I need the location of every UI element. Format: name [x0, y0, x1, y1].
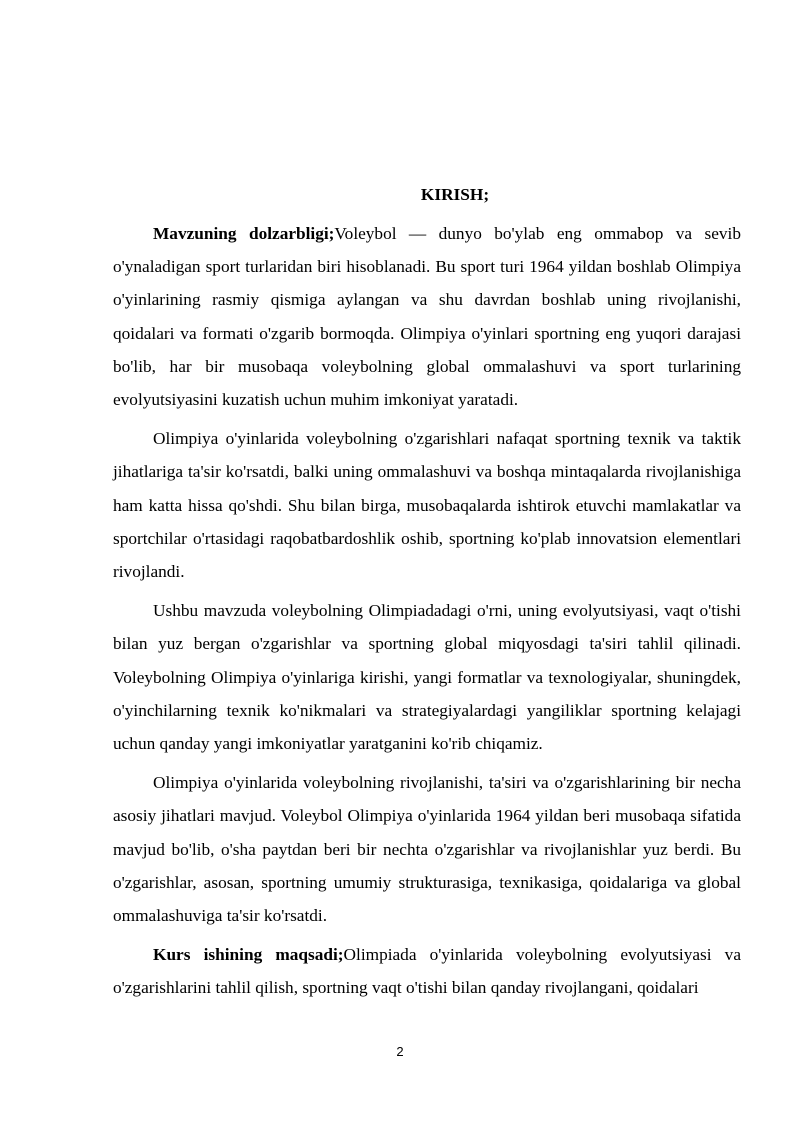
paragraph-goal: [113, 938, 741, 1004]
page-content: [113, 178, 741, 1005]
paragraph-text: Olimpiya o'yinlarida voleybolning o'zgarishlari nafaqat sportning texnik va taktik jihatlariga ta'sir ko'rsatdi, balki uning ommalashuvi va boshqa mintaqalarda rivojlanishiga ham katta hissa qo'shdi. Shu bilan birga, musobaqalarda ishtirok etuvchi mamlakatlar va sportchilar o'rtasidagi raqobatbardoshlik oshib, sportning ko'plab innovatsion elementlari rivojlandi.: [113, 429, 741, 582]
paragraph-text: Ushbu mavzuda voleybolning Olimpiadadagi o'rni, uning evolyutsiyasi, vaqt o'tishi bilan yuz bergan o'zgarishlar va sportning global miqyosdagi ta'siri tahlil qilinadi. Voleybolning Olimpiya o'yinlariga kirishi, yangi formatlar va texnologiyalar, shuningdek, o'yinchilarning texnik ko'nikmalari va strategiyalardagi yangiliklar sportning kelajagi uchun qanday yangi imkoniyatlar yaratganini ko'rib chiqamiz.: [113, 601, 741, 754]
paragraph-text: Olimpiada o'yinlarida voleybolning evolyutsiyasi va o'zgarishlarini tahlil qilish, sportning vaqt o'tishi bilan qanday rivojlangani, qoidalari: [113, 945, 741, 998]
section-heading: KIRISH;: [420, 185, 490, 204]
paragraph-lead: Mavzuning dolzarbligi;: [153, 224, 335, 243]
paragraph-text: Olimpiya o'yinlarida voleybolning rivojlanishi, ta'siri va o'zgarishlarining bir necha asosiy jihatlari mavjud. Voleybol Olimpiya o'yinlarida 1964 yildan beri musobaqa sifatida mavjud bo'lib, o'sha paytdan beri bir nechta o'zgarishlar va rivojlanishlar yuz berdi. Bu o'zgarishlar, asosan, sportning umumiy strukturasiga, texnikasiga, qoidalariga va global ommalashuviga ta'sir ko'rsatdi.: [113, 773, 741, 926]
paragraph-aspects: [113, 766, 741, 932]
paragraph-topic: [113, 594, 741, 760]
paragraph-relevance: [113, 217, 741, 416]
paragraph-lead: Kurs ishining maqsadi;: [153, 945, 344, 965]
paragraph-text: Voleybol — dunyo bo'ylab eng ommabop va sevib o'ynaladigan sport turlaridan biri hisoblanadi. Bu sport turi 1964 yildan boshlab Olimpiya o'yinlarining rasmiy qismiga aylangan va shu davrdan boshlab uning rivojlanishi, qoidalari va formati o'zgarib bormoqda. Olimpiya o'yinlari sportning eng yuqori darajasi bo'lib, har bir musobaqa voleybolning global ommalashuvi va sport turlarining evolyutsiyasini kuzatish uchun muhim imkoniyat yaratadi.: [113, 224, 741, 410]
paragraph-changes: [113, 422, 741, 588]
page-number: 2: [396, 1044, 404, 1059]
